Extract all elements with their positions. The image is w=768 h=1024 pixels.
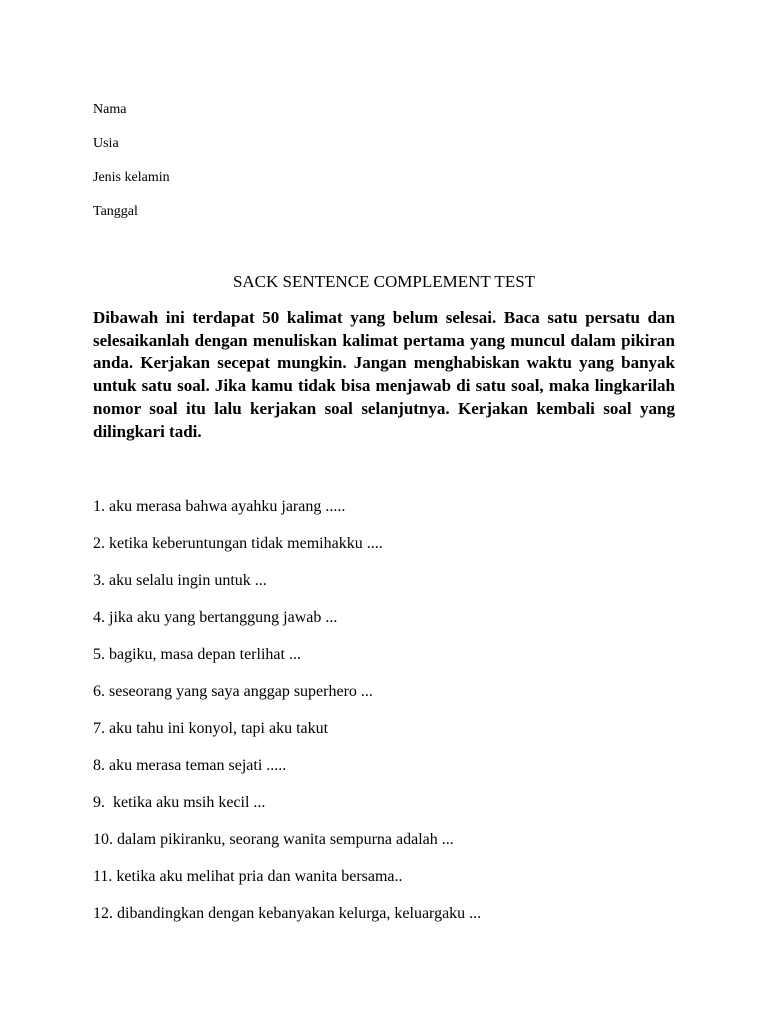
question-item: 10. dalam pikiranku, seorang wanita sempurna adalah ... xyxy=(93,831,454,848)
question-item: 5. bagiku, masa depan terlihat ... xyxy=(93,646,301,663)
instructions-paragraph: Dibawah ini terdapat 50 kalimat yang belum selesai. Baca satu persatu dan selesaikanlah dengan menuliskan kalimat pertama yang muncul dalam pikiran anda. Kerjakan secepat mungkin. Jangan menghabiskan waktu yang banyak untuk satu soal. Jika kamu tidak bisa menjawab di satu soal, maka lingkarilah nomor soal itu lalu kerjakan soal selanjutnya. Kerjakan kembali soal yang dilingkari tadi. xyxy=(93,308,675,441)
question-item: 2. ketika keberuntungan tidak memihakku .... xyxy=(93,535,383,552)
field-label-usia: Usia xyxy=(93,136,119,151)
question-list xyxy=(93,496,675,940)
field-label-jenis-kelamin: Jenis kelamin xyxy=(93,170,170,185)
document-title: SACK SENTENCE COMPLEMENT TEST xyxy=(232,272,536,291)
question-item: 9. ketika aku msih kecil ... xyxy=(93,794,266,811)
question-item: 8. aku merasa teman sejati ..... xyxy=(93,757,287,774)
question-item: 7. aku tahu ini konyol, tapi aku takut xyxy=(93,720,329,737)
question-item: 3. aku selalu ingin untuk ... xyxy=(93,572,267,589)
question-item: 12. dibandingkan dengan kebanyakan kelurga, keluargaku ... xyxy=(93,905,482,922)
question-item: 6. seseorang yang saya anggap superhero ... xyxy=(93,683,373,700)
question-item: 11. ketika aku melihat pria dan wanita bersama.. xyxy=(93,868,403,885)
question-item: 1. aku merasa bahwa ayahku jarang ..... xyxy=(93,498,346,515)
field-label-tanggal: Tanggal xyxy=(93,204,138,219)
field-label-nama: Nama xyxy=(93,102,127,117)
question-item: 4. jika aku yang bertanggung jawab ... xyxy=(93,609,338,626)
